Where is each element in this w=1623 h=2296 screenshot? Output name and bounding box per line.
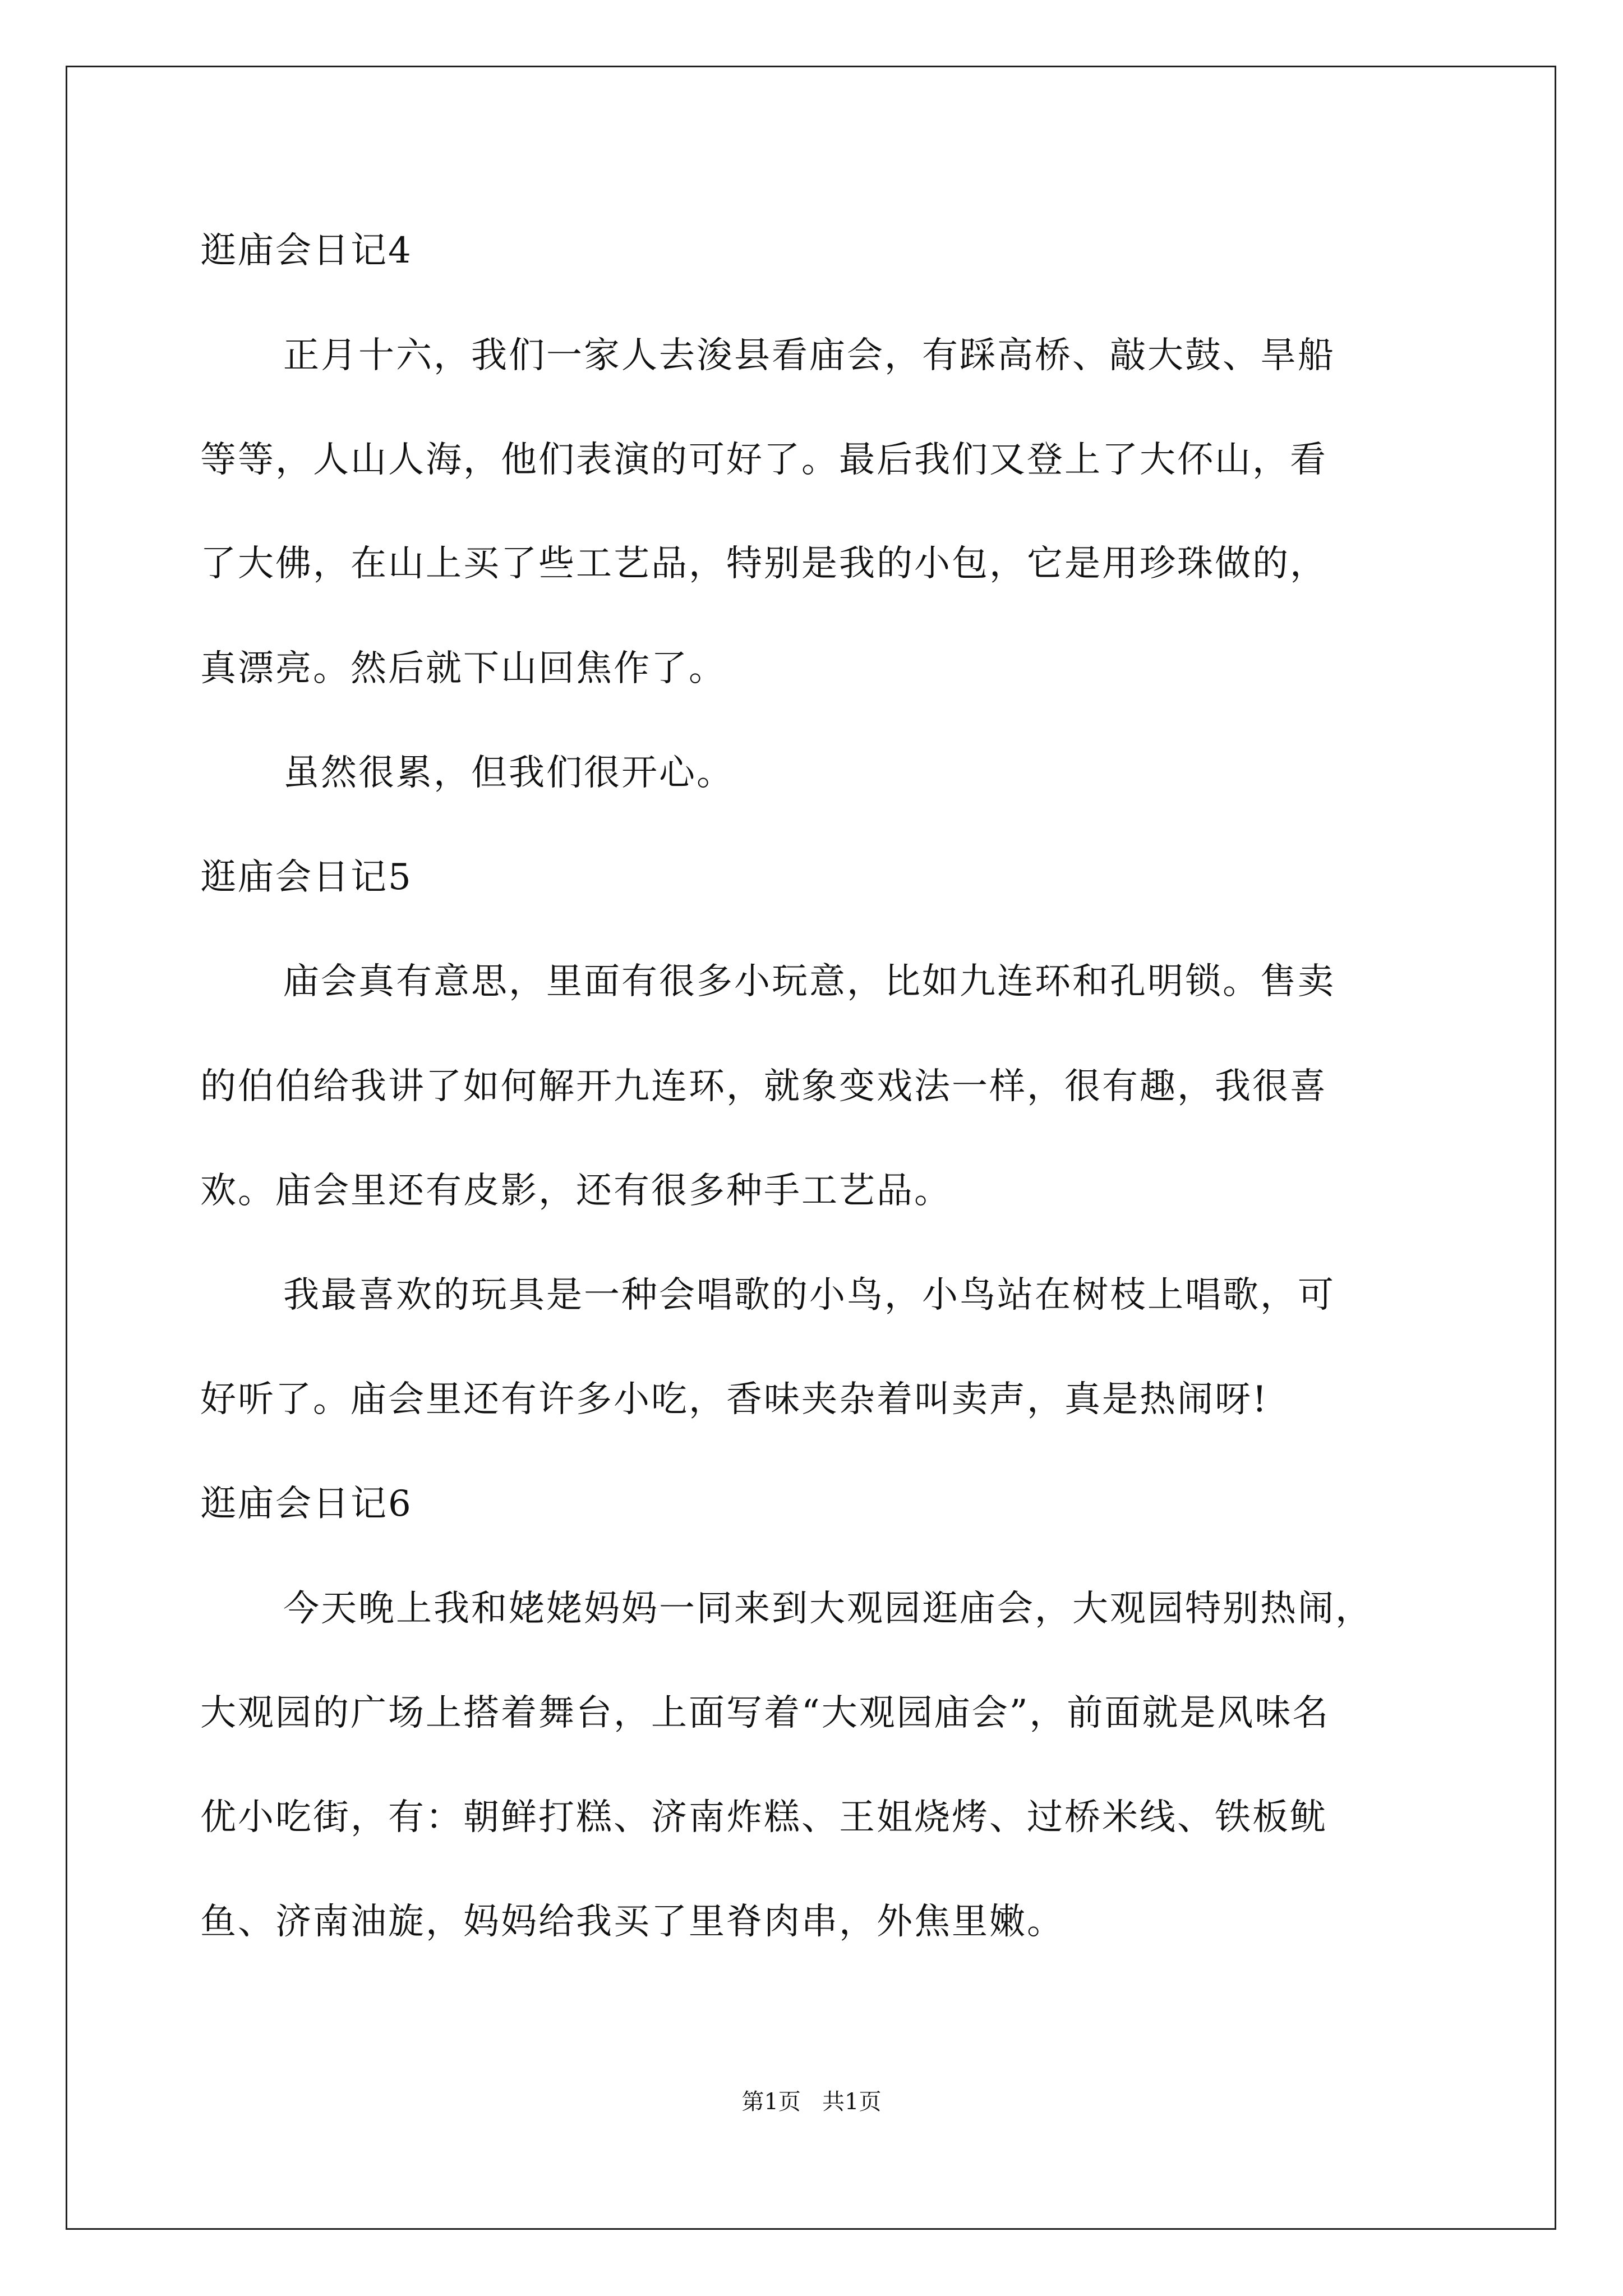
paragraph-line: 虽然很累，但我们很开心。	[283, 752, 734, 794]
paragraph-line: 了大佛，在山上买了些工艺品，特别是我的小包，它是用珍珠做的，	[200, 543, 1327, 585]
paragraph-line: 鱼、济南油旋，妈妈给我买了里脊肉串，外焦里嫩。	[200, 1901, 1064, 1943]
paragraph-line: 好听了。庙会里还有许多小吃，香味夹杂着叫卖声，真是热闹呀!	[200, 1379, 1269, 1420]
paragraph-line: 大观园的广场上搭着舞台，上面写着“大观园庙会”，前面就是风味名	[200, 1692, 1330, 1734]
paragraph-line: 庙会真有意思，里面有很多小玩意，比如九连环和孔明锁。售卖	[283, 961, 1335, 1002]
paragraph-line: 正月十六，我们一家人去浚县看庙会，有踩高桥、敲大鼓、旱船	[283, 335, 1335, 376]
page-footer: 第1页 共1页	[741, 2089, 882, 2115]
section-heading: 逛庙会日记5	[200, 857, 413, 898]
section-heading: 逛庙会日记6	[200, 1483, 413, 1525]
paragraph-line: 优小吃街，有：朝鲜打糕、济南炸糕、王姐烧烤、过桥米线、铁板鱿	[200, 1797, 1327, 1838]
paragraph-line: 等等，人山人海，他们表演的可好了。最后我们又登上了大伓山，看	[200, 439, 1327, 481]
paragraph-line: 的伯伯给我讲了如何解开九连环，就象变戏法一样，很有趣，我很喜	[200, 1066, 1327, 1107]
paragraph-line: 我最喜欢的玩具是一种会唱歌的小鸟，小鸟站在树枝上唱歌，可	[283, 1274, 1335, 1316]
section-heading: 逛庙会日记4	[200, 230, 413, 272]
paragraph-line: 欢。庙会里还有皮影，还有很多种手工艺品。	[200, 1170, 952, 1212]
paragraph-line: 真漂亮。然后就下山回焦作了。	[200, 648, 726, 689]
paragraph-line: 今天晚上我和姥姥妈妈一同来到大观园逛庙会，大观园特别热闹，	[283, 1588, 1373, 1630]
